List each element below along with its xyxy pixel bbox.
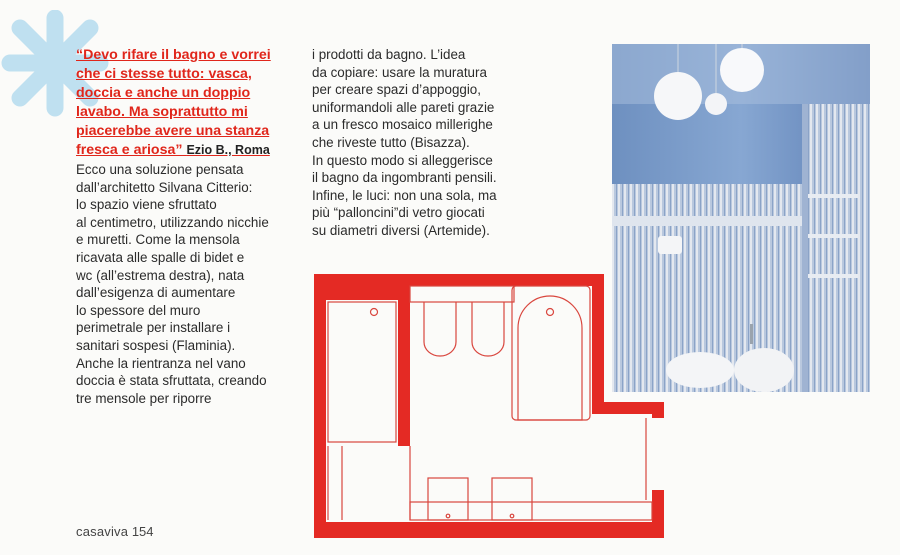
- text-line: e muretti. Come la mensola: [76, 232, 240, 248]
- left-column: [76, 46, 298, 407]
- quote-last-line: [76, 141, 298, 160]
- page-footer: [76, 524, 154, 539]
- quote-author: Ezio B., Roma: [186, 143, 270, 157]
- text-line: da copiare: usare la muratura: [312, 64, 487, 80]
- text-line: Ecco una soluzione pensata: [76, 162, 244, 177]
- text-line: più “palloncini”di vetro giocati: [312, 205, 485, 221]
- text-line: tre mensole per riporre: [76, 390, 212, 406]
- text-line: dall’esigenza di aumentare: [76, 285, 236, 301]
- text-line: In questo modo si alleggerisce: [312, 152, 493, 168]
- magazine-brand: casaviva: [76, 524, 129, 539]
- text-line: lo spazio viene sfruttato: [76, 197, 217, 213]
- text-line: dall’architetto Silvana Citterio:: [76, 179, 253, 195]
- quote-line: che ci stesse tutto: vasca,: [76, 66, 252, 82]
- middle-column: [312, 46, 538, 240]
- text-line: al centimetro, utilizzando nicchie: [76, 214, 269, 230]
- text-line: uniformandoli alle pareti grazie: [312, 99, 495, 115]
- text-line: i prodotti da bagno. L’idea: [312, 47, 466, 62]
- text-line: perimetrale per installare i: [76, 320, 231, 336]
- text-line: doccia è stata sfruttata, creando: [76, 373, 267, 389]
- quote-line: piacerebbe avere una stanza: [76, 123, 270, 139]
- quote-line: doccia e anche un doppio: [76, 85, 251, 101]
- text-line: Infine, le luci: non una sola, ma: [312, 187, 497, 203]
- left-body-text: [76, 161, 298, 407]
- text-line: che riveste tutto (Bisazza).: [312, 134, 470, 150]
- text-line: ricavata alle spalle di bidet e: [76, 249, 245, 265]
- quote-line: lavabo. Ma soprattutto mi: [76, 104, 248, 120]
- quote-line: “Devo rifare il bagno e vorrei: [76, 47, 271, 63]
- text-line: Anche la rientranza nel vano: [76, 355, 246, 371]
- text-line: per creare spazi d’appoggio,: [312, 82, 481, 98]
- text-line: il bagno da ingombranti pensili.: [312, 170, 497, 186]
- quote-line: fresca e ariosa”: [76, 142, 183, 158]
- bathroom-photo: [612, 44, 870, 392]
- page-number: 154: [131, 524, 154, 539]
- text-line: su diametri diversi (Artemide).: [312, 222, 490, 238]
- text-line: a un fresco mosaico millerighe: [312, 117, 493, 133]
- reader-quote: [76, 46, 298, 160]
- text-line: wc (all’estrema destra), nata: [76, 267, 245, 283]
- text-line: sanitari sospesi (Flaminia).: [76, 337, 236, 353]
- text-line: lo spessore del muro: [76, 302, 201, 318]
